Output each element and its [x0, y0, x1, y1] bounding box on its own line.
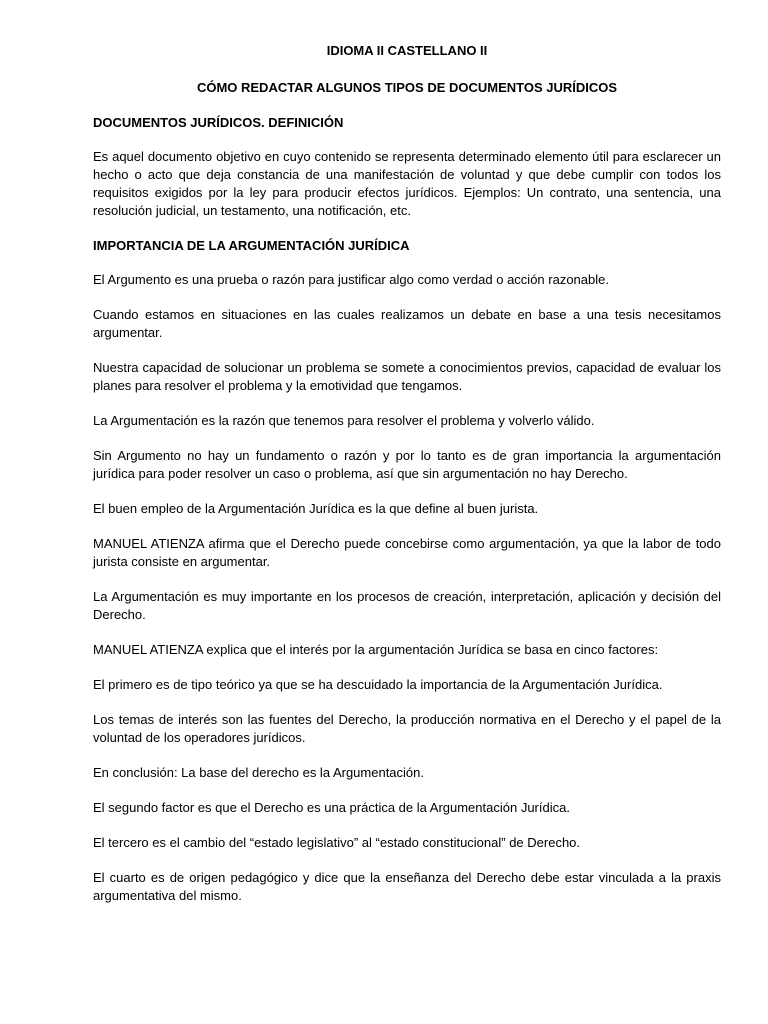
document-body [93, 114, 721, 922]
paragraph: El tercero es el cambio del “estado legislativo” al “estado constitucional” de Derecho. [93, 835, 581, 850]
paragraph: El cuarto es de origen pedagógico y dice que la enseñanza del Derecho debe estar vinculada a la praxis argumentativa del mismo. [93, 870, 721, 903]
paragraph: El Argumento es una prueba o razón para justificar algo como verdad o acción razonable. [93, 272, 609, 287]
paragraph: Los temas de interés son las fuentes del Derecho, la producción normativa en el Derecho y el papel de la voluntad de los operadores jurídicos. [93, 712, 721, 745]
paragraph: MANUEL ATIENZA afirma que el Derecho puede concebirse como argumentación, ya que la labor de todo jurista consiste en argumentar. [93, 536, 721, 569]
paragraph: El buen empleo de la Argumentación Jurídica es la que define al buen jurista. [93, 501, 539, 516]
paragraph: MANUEL ATIENZA explica que el interés por la argumentación Jurídica se basa en cinco factores: [93, 642, 659, 657]
paragraph: El primero es de tipo teórico ya que se ha descuidado la importancia de la Argumentación Jurídica. [93, 677, 663, 692]
paragraph: La Argumentación es muy importante en los procesos de creación, interpretación, aplicación y decisión del Derecho. [93, 589, 721, 622]
course-title: IDIOMA II CASTELLANO II [326, 43, 488, 58]
paragraph: El segundo factor es que el Derecho es una práctica de la Argumentación Jurídica. [93, 800, 570, 815]
definition-paragraph: Es aquel documento objetivo en cuyo contenido se representa determinado elemento útil para esclarecer un hecho o acto que deja constancia de una manifestación de voluntad y que debe cumplir con todos los requisitos exigidos por la ley para producir efectos jurídicos. Ejemplos: Un contrato, una sentencia, una resolución judicial, un testamento, una notificación, etc. [93, 149, 721, 218]
paragraph: La Argumentación es la razón que tenemos para resolver el problema y volverlo válido. [93, 413, 595, 428]
section-heading-importance: IMPORTANCIA DE LA ARGUMENTACIÓN JURÍDICA [93, 238, 410, 253]
document-title: CÓMO REDACTAR ALGUNOS TIPOS DE DOCUMENTOS JURÍDICOS [196, 80, 618, 95]
paragraph: Cuando estamos en situaciones en las cuales realizamos un debate en base a una tesis necesitamos argumentar. [93, 307, 721, 340]
paragraph: Nuestra capacidad de solucionar un problema se somete a conocimientos previos, capacidad de evaluar los planes para resolver el problema y la emotividad que tengamos. [93, 360, 721, 393]
paragraph: Sin Argumento no hay un fundamento o razón y por lo tanto es de gran importancia la argumentación jurídica para poder resolver un caso o problema, así que sin argumentación no hay Derecho. [93, 448, 721, 481]
paragraph: En conclusión: La base del derecho es la Argumentación. [93, 765, 424, 780]
section-heading-definition: DOCUMENTOS JURÍDICOS. DEFINICIÓN [93, 115, 344, 130]
